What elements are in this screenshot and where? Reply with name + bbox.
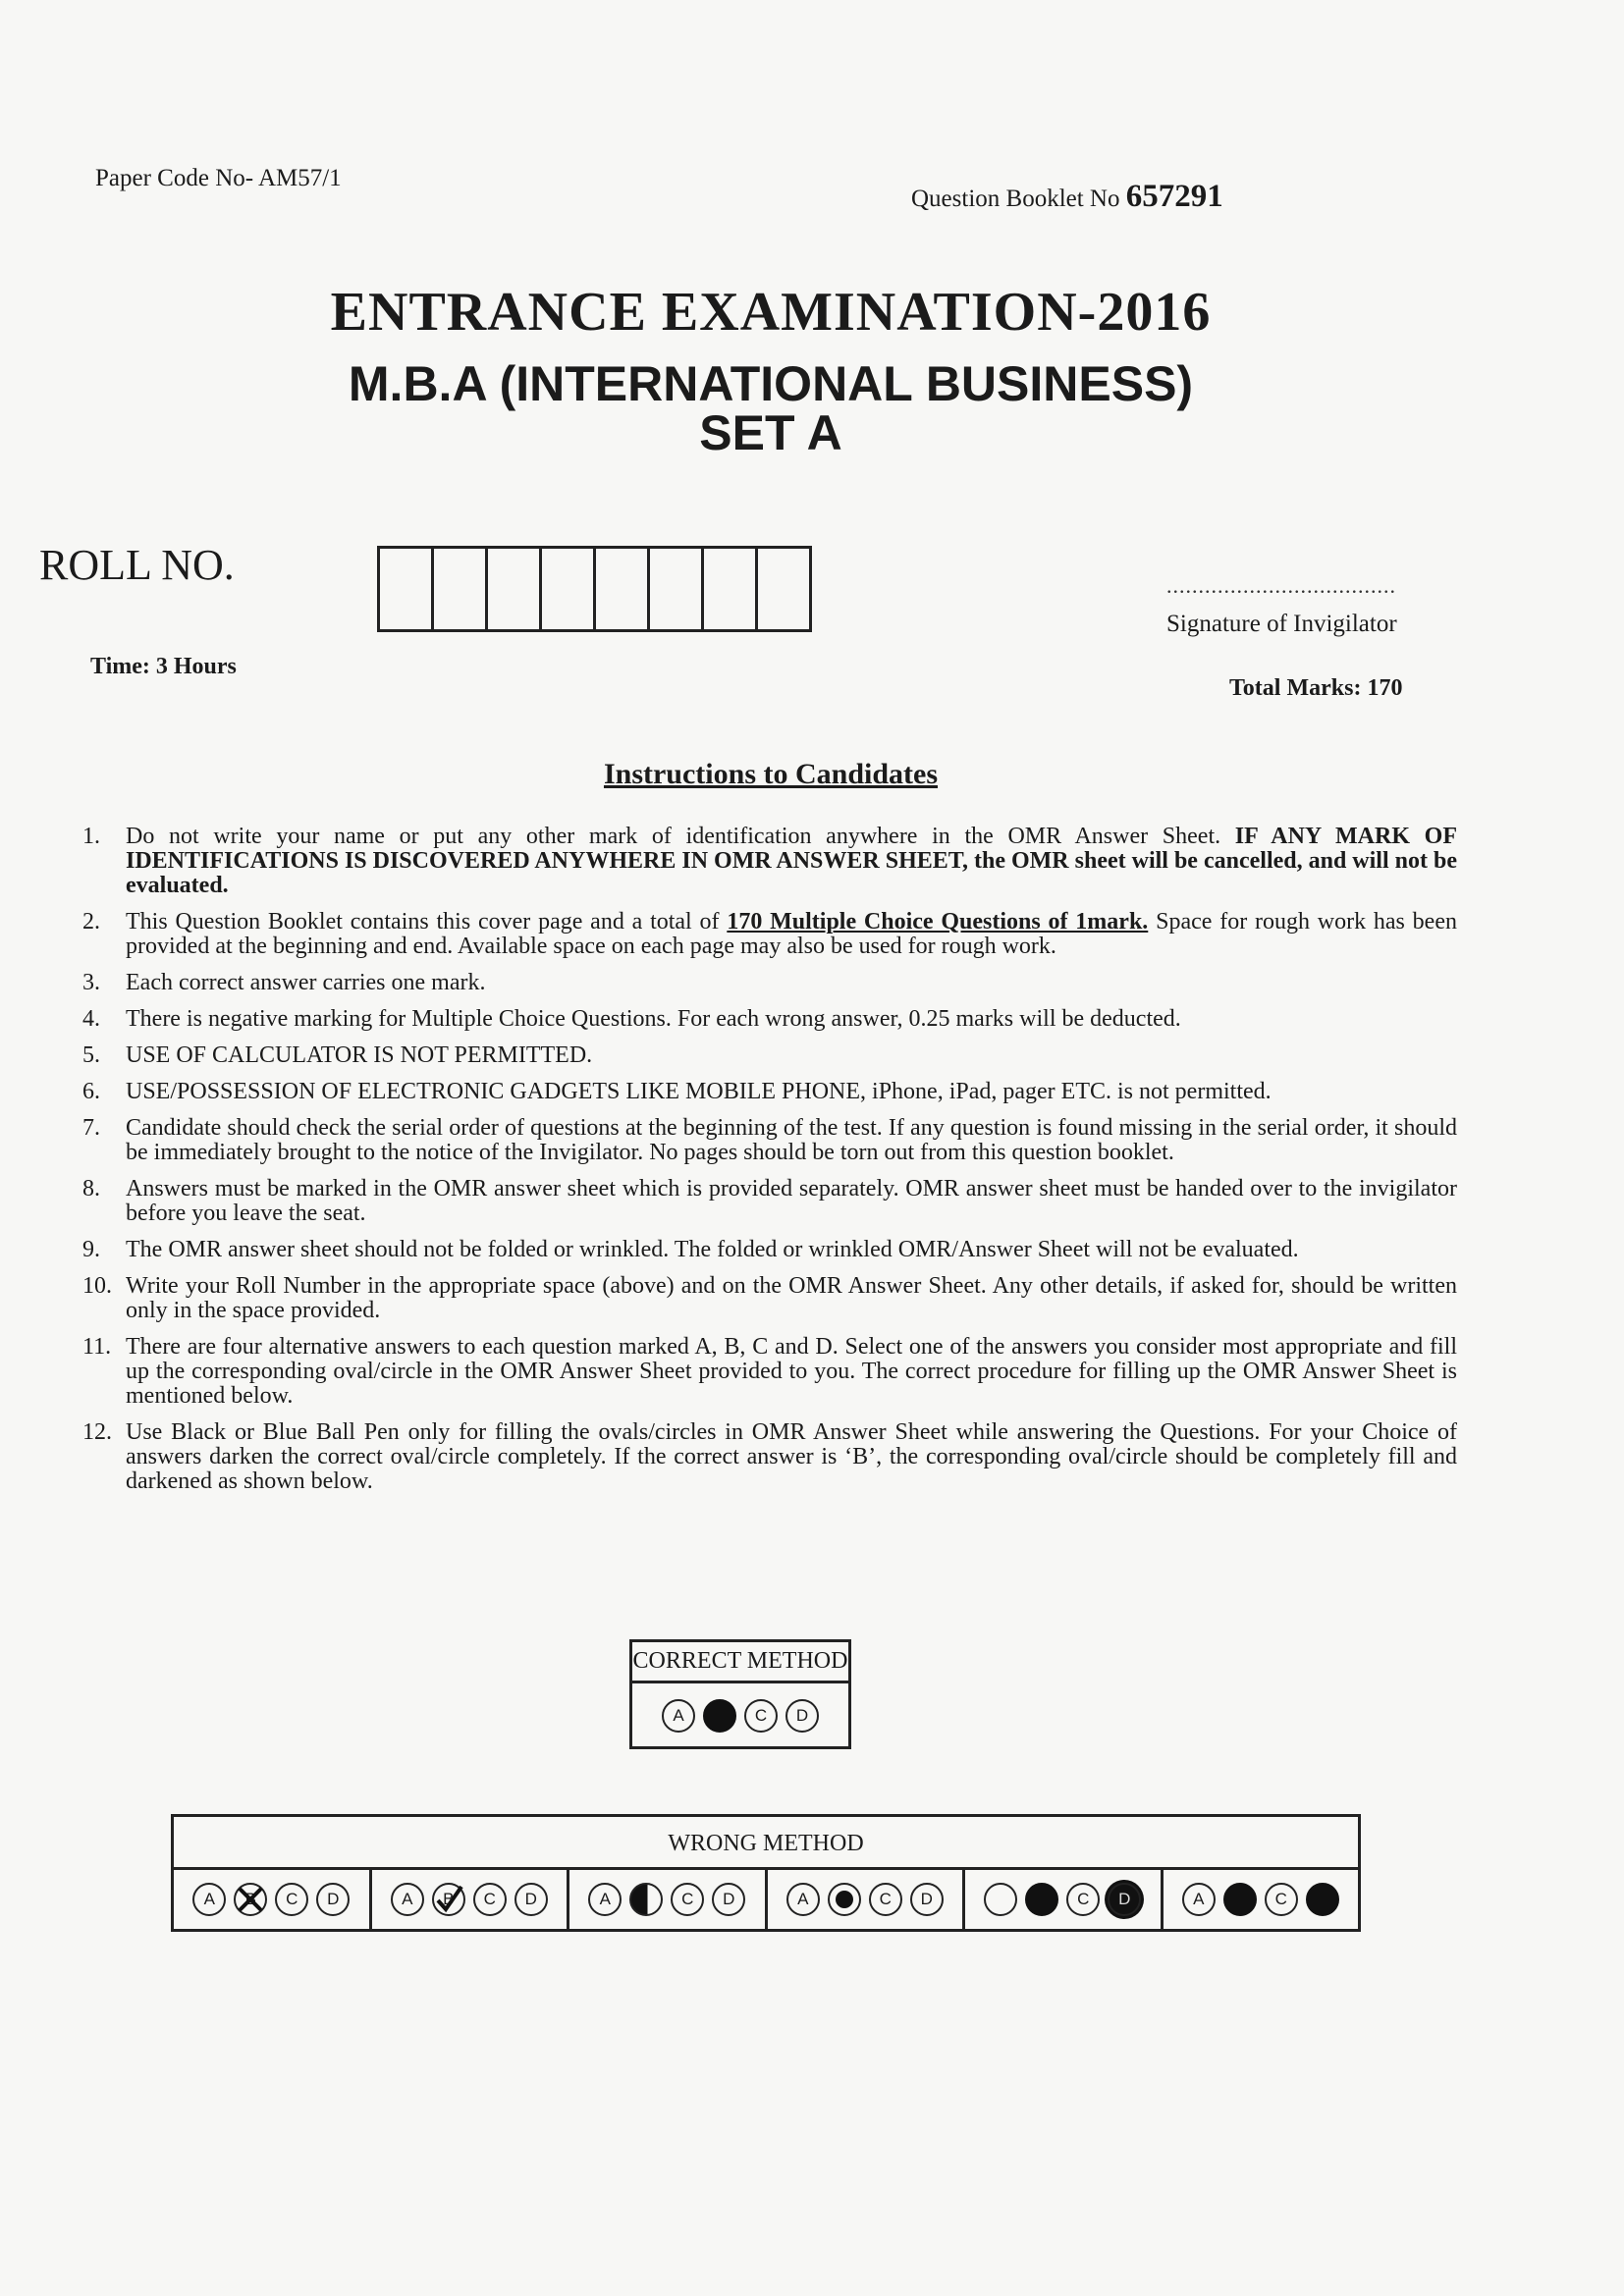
- instruction-item: [82, 1420, 1457, 1494]
- omr-bubble-empty: A: [662, 1699, 695, 1733]
- exam-title: ENTRANCE EXAMINATION-2016: [330, 282, 1212, 343]
- instruction-number: 4.: [82, 1006, 100, 1032]
- omr-bubble-empty: C: [744, 1699, 778, 1733]
- correct-method-bubbles: [632, 1683, 848, 1746]
- omr-bubble-empty: C: [1265, 1883, 1298, 1916]
- omr-bubble-empty: C: [671, 1883, 704, 1916]
- signature-line: ....................................: [1166, 573, 1396, 598]
- roll-digit-box[interactable]: [542, 549, 596, 629]
- omr-bubble-empty: A: [786, 1883, 820, 1916]
- instruction-item: [82, 910, 1457, 959]
- instruction-text: Do not write your name or put any other mark of identification anywhere in the OMR Answer Sheet.: [126, 824, 1235, 849]
- omr-bubble-empty: C: [1066, 1883, 1100, 1916]
- instruction-text: Write your Roll Number in the appropriate space (above) and on the OMR Answer Sheet. Any other details, if asked for, should be written only in the space provided.: [126, 1273, 1457, 1323]
- instruction-bold-text: IF ANY MARK OF IDENTIFICATIONS IS DISCOVERED ANYWHERE IN OMR ANSWER SHEET, the OMR sheet will be cancelled, and will not be evaluated.: [126, 824, 1458, 898]
- roll-digit-box[interactable]: [704, 549, 758, 629]
- instruction-text: Each correct answer carries one mark.: [126, 970, 486, 995]
- omr-bubble-empty: A: [192, 1883, 226, 1916]
- instruction-text-tail: Space for rough work has been provided at the beginning and end. Available space on each page may also be used for rough work.: [126, 909, 1457, 959]
- omr-bubble-filled: [1025, 1883, 1058, 1916]
- omr-bubble-empty: A: [391, 1883, 424, 1916]
- omr-bubble-empty: D: [712, 1883, 745, 1916]
- omr-bubble-filled: [1306, 1883, 1339, 1916]
- omr-bubble-filled: [1223, 1883, 1257, 1916]
- exam-time: Time: 3 Hours: [90, 654, 237, 679]
- instruction-item: [82, 825, 1457, 898]
- bubble-letter: B: [443, 1890, 455, 1908]
- instruction-number: 1.: [82, 824, 100, 849]
- instruction-item: [82, 1043, 1457, 1068]
- instruction-number: 3.: [82, 970, 100, 995]
- roll-digit-box[interactable]: [488, 549, 542, 629]
- instructions-list: [82, 825, 1457, 1506]
- omr-bubble-dot: [828, 1883, 861, 1916]
- omr-bubble-empty: C: [473, 1883, 507, 1916]
- omr-bubble-half: [629, 1883, 663, 1916]
- omr-bubble-empty: D: [785, 1699, 819, 1733]
- instruction-item: [82, 1238, 1457, 1262]
- instruction-number: 8.: [82, 1176, 100, 1201]
- instructions-heading: Instructions to Candidates: [603, 758, 939, 790]
- correct-method-box: [629, 1639, 851, 1749]
- instruction-number: 11.: [82, 1334, 112, 1360]
- omr-bubble-empty: A: [1182, 1883, 1216, 1916]
- roll-digit-box[interactable]: [650, 549, 704, 629]
- booklet-label: Question Booklet No: [911, 186, 1120, 212]
- program-title: M.B.A (INTERNATIONAL BUSINESS): [348, 356, 1194, 411]
- instruction-item: [82, 1177, 1457, 1226]
- wrong-method-example: [174, 1870, 372, 1929]
- instruction-text: There is negative marking for Multiple Choice Questions. For each wrong answer, 0.25 marks will be deducted.: [126, 1006, 1181, 1032]
- paper-code: Paper Code No- AM57/1: [95, 165, 342, 191]
- instruction-number: 5.: [82, 1042, 100, 1068]
- set-title: SET A: [699, 405, 842, 460]
- roll-digit-box[interactable]: [596, 549, 650, 629]
- wrong-method-example: [1164, 1870, 1359, 1929]
- instruction-item: [82, 1080, 1457, 1104]
- omr-bubble-empty: D: [910, 1883, 944, 1916]
- instruction-number: 10.: [82, 1273, 112, 1299]
- instruction-number: 2.: [82, 909, 100, 934]
- roll-number-label: ROLL NO.: [39, 541, 235, 589]
- omr-bubble-empty: [984, 1883, 1017, 1916]
- omr-bubble-cross: [234, 1883, 267, 1916]
- omr-bubble-empty: D: [514, 1883, 548, 1916]
- correct-method-label: CORRECT METHOD: [632, 1642, 848, 1683]
- booklet-number-line: [911, 179, 1223, 215]
- instruction-text: Answers must be marked in the OMR answer sheet which is provided separately. OMR answer sheet must be handed over to the invigilator before you leave the seat.: [126, 1176, 1457, 1226]
- instruction-text: The OMR answer sheet should not be folded or wrinkled. The folded or wrinkled OMR/Answer Sheet will not be evaluated.: [126, 1237, 1299, 1262]
- instruction-item: [82, 1007, 1457, 1032]
- instruction-text: Candidate should check the serial order of questions at the beginning of the test. If any question is found missing in the serial order, it should be immediately brought to the notice of the Invigilator. No pages should be torn out from this question booklet.: [126, 1115, 1457, 1165]
- instruction-underlined-text: 170 Multiple Choice Questions of 1mark.: [727, 909, 1149, 934]
- wrong-method-label: WRONG METHOD: [174, 1817, 1358, 1870]
- wrong-method-example: [569, 1870, 768, 1929]
- omr-bubble-empty: A: [588, 1883, 622, 1916]
- instruction-text: This Question Booklet contains this cover page and a total of: [126, 909, 728, 934]
- instruction-number: 6.: [82, 1079, 100, 1104]
- instruction-text: Use Black or Blue Ball Pen only for filling the ovals/circles in OMR Answer Sheet while answering the Questions. For your Choice of answers darken the correct oval/circle completely. If the correct answer is ‘B’, the corresponding oval/circle should be completely fill and darkened as shown below.: [126, 1419, 1457, 1494]
- omr-bubble-empty: C: [275, 1883, 308, 1916]
- omr-bubble-empty: C: [869, 1883, 902, 1916]
- wrong-method-example: [965, 1870, 1164, 1929]
- instruction-text: There are four alternative answers to each question marked A, B, C and D. Select one of the answers you consider most appropriate and fill up the corresponding oval/circle in the OMR Answer Sheet provided to you. The correct procedure for filling up the OMR Answer Sheet is mentioned below.: [126, 1334, 1457, 1409]
- bubble-letter: B: [244, 1890, 256, 1908]
- wrong-method-example: [372, 1870, 570, 1929]
- omr-bubble-empty: D: [316, 1883, 350, 1916]
- instruction-item: [82, 1116, 1457, 1165]
- omr-bubble-ringfilled: D: [1108, 1883, 1141, 1916]
- instruction-item: [82, 1335, 1457, 1409]
- instruction-number: 12.: [82, 1419, 112, 1445]
- roll-digit-box[interactable]: [434, 549, 488, 629]
- wrong-method-box: [171, 1814, 1361, 1932]
- instruction-number: 9.: [82, 1237, 100, 1262]
- instruction-item: [82, 1274, 1457, 1323]
- wrong-method-bubbles: [174, 1870, 1358, 1929]
- instruction-text: USE/POSSESSION OF ELECTRONIC GADGETS LIKE MOBILE PHONE, iPhone, iPad, pager ETC. is not permitted.: [126, 1079, 1272, 1104]
- wrong-method-example: [768, 1870, 966, 1929]
- roll-digit-box[interactable]: [380, 549, 434, 629]
- instruction-item: [82, 971, 1457, 995]
- signature-label: Signature of Invigilator: [1166, 611, 1397, 637]
- instruction-text: USE OF CALCULATOR IS NOT PERMITTED.: [126, 1042, 593, 1068]
- total-marks: Total Marks: 170: [1229, 675, 1403, 701]
- booklet-number: 657291: [1125, 179, 1223, 214]
- roll-number-boxes[interactable]: [377, 546, 812, 632]
- roll-digit-box[interactable]: [758, 549, 809, 629]
- instruction-number: 7.: [82, 1115, 100, 1141]
- omr-bubble-tick: [432, 1883, 465, 1916]
- omr-bubble-filled: [703, 1699, 736, 1733]
